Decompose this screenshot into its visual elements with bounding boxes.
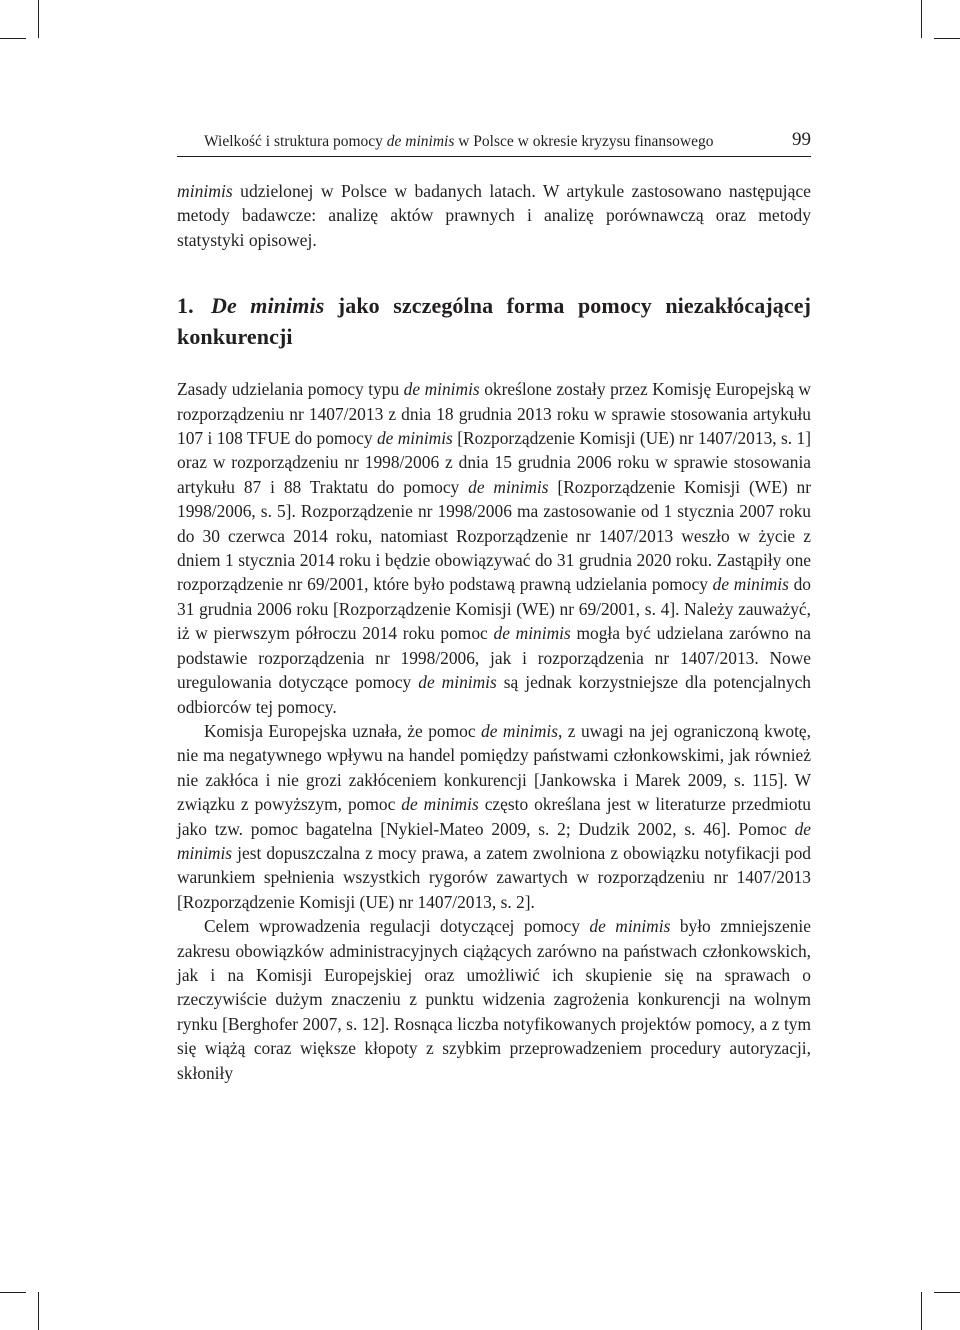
paragraph-continued-text: udzielonej w Polsce w badanych latach. W artykule zastosowano następujące metody badawcze: analizę aktów prawnych i analizę porównawczą oraz metody statystyki opisowej. [177, 181, 811, 250]
paragraph-2-italic-3: de minimis [401, 794, 479, 815]
paragraph-1-text-10: mogła być udzielana zarówno na podstawie rozporządzenia nr 1998/2006, jak i rozporządzenia nr 1407/2013. Nowe uregulowania dotyczące pomocy [177, 623, 811, 693]
paragraph-1-text-8: do 31 grudnia 2006 roku [Rozporządzenie Komisji (WE) nr 69/2001, s. 4]. Należy zauważyć, iż w pierwszym półroczu 2014 roku pomoc [177, 574, 811, 644]
paragraph-continued-italic: minimis [177, 181, 233, 201]
paragraph-2-text-6: jest dopuszczalna z mocy prawa, a zatem zwolniona z obowiązku notyfikacji pod warunkiem spełnienia wszystkich rygorów zawartych w rozporządzeniu nr 1407/2013 [Rozporządzenie Komisji (UE) nr 1407/2013, s. 2]. [177, 842, 811, 912]
crop-mark-top-left-horizontal [0, 38, 26, 39]
section-heading-text: jako szczególna forma pomocy niezakłócającej konkurencji [177, 293, 811, 350]
running-head-title-italic: de minimis [386, 133, 455, 150]
paragraph-2-text-2: , z uwagi na jej ograniczoną kwotę, nie ma negatywnego wpływu na handel pomiędzy państwami członkowskimi, jak również nie zakłóca i nie grozi zakłóceniem konkurencji [Jankowska i Marek 2009, s. 115]. W związku z powyższym, pomoc [177, 720, 811, 815]
section-heading-italic: De minimis [211, 293, 325, 319]
paragraph-2-text-4: często określana jest w literaturze przedmiotu jako tzw. pomoc bagatelna [Nykiel-Mateo 2009, s. 2; Dudzik 2002, s. 46]. Pomoc [177, 794, 811, 839]
body-text [177, 179, 811, 1085]
paragraph-2-text-0: Komisja Europejska uznała, że pomoc [204, 720, 482, 741]
crop-mark-top-left-vertical [38, 0, 39, 38]
paragraph-1-italic-5: de minimis [468, 476, 549, 497]
crop-mark-bottom-right-vertical [921, 1292, 922, 1330]
section-heading [177, 290, 811, 352]
running-head-title-post: w Polsce w okresie kryzysu finansowego [454, 133, 714, 150]
crop-mark-bottom-left-horizontal [0, 1292, 26, 1293]
section-heading-number: 1. [177, 293, 194, 319]
page-number: 99 [792, 129, 811, 150]
paragraph-1-italic-11: de minimis [418, 672, 497, 693]
paragraph-1-italic-3: de minimis [376, 428, 453, 449]
paragraph-1-text-6: [Rozporządzenie Komisji (WE) nr 1998/2006, s. 5]. Rozporządzenie nr 1998/2006 ma zastosowanie od 1 stycznia 2007 roku do 30 czerwca 2014 roku, natomiast Rozporządzenie nr 1407/2013 weszło w życie z dniem 1 stycznia 2014 roku i będzie obowiązywać do 31 grudnia 2020 roku. Zastąpiły one rozporządzenie nr 69/2001, które było podstawą prawną udzielania pomocy [177, 476, 811, 595]
paragraph-1-text-4: [Rozporządzenie Komisji (UE) nr 1407/2013, s. 1] oraz w rozporządzeniu nr 1998/2006 z dnia 15 grudnia 2006 roku w sprawie stosowania artykułu 87 i 88 Traktatu do pomocy [177, 428, 812, 497]
paragraph-1 [177, 377, 811, 719]
paragraph-1-italic-1: de minimis [403, 379, 480, 400]
paragraph-1-italic-7: de minimis [712, 574, 789, 595]
paragraph-1-italic-9: de minimis [493, 623, 571, 644]
running-head [177, 120, 811, 157]
crop-mark-bottom-left-vertical [38, 1292, 39, 1330]
paragraph-1-text-2: określone zostały przez Komisję Europejską w rozporządzeniu nr 1407/2013 z dnia 18 grudnia 2013 roku w sprawie stosowania artykułu 107 i 108 TFUE do pomocy [177, 379, 811, 449]
paragraph-3-text-0: Celem wprowadzenia regulacji dotyczącej pomocy [204, 916, 590, 937]
crop-mark-bottom-right-horizontal [934, 1292, 960, 1293]
paragraph-3-text-2: było zmniejszenie zakresu obowiązków administracyjnych ciążących zarówno na państwach członkowskich, jak i na Komisji Europejskiej oraz umożliwić ich skupienie się na sprawach o rzeczywiście dużym znaczeniu z punktu widzenia zagrożenia konkurencji na wolnym rynku [Berghofer 2007, s. 12]. Rosnąca liczba notyfikowanych projektów pomocy, a z tym się wiążą coraz większe kłopoty z szybkim przeprowadzeniem procedury autoryzacji, skłoniły [177, 916, 811, 1083]
paragraph-2-italic-1: de minimis [481, 720, 558, 741]
paragraph-3-italic-1: de minimis [589, 916, 671, 937]
running-head-title-pre: Wielkość i struktura pomocy [204, 133, 387, 150]
paragraph-1-text-0: Zasady udzielania pomocy typu [177, 379, 404, 400]
paragraph-2-italic-5: de minimis [177, 818, 811, 863]
crop-mark-top-right-horizontal [934, 38, 960, 39]
book-page [177, 120, 811, 1085]
running-head-title [204, 133, 714, 151]
paragraph-2 [177, 719, 811, 914]
heading-spacer [177, 352, 811, 377]
paragraph-3 [177, 914, 811, 1085]
paragraph-1-text-12: są jednak korzystniejsze dla potencjalnych odbiorców tej pomocy. [177, 672, 811, 717]
paragraph-continued [177, 179, 811, 252]
crop-mark-top-right-vertical [921, 0, 922, 38]
